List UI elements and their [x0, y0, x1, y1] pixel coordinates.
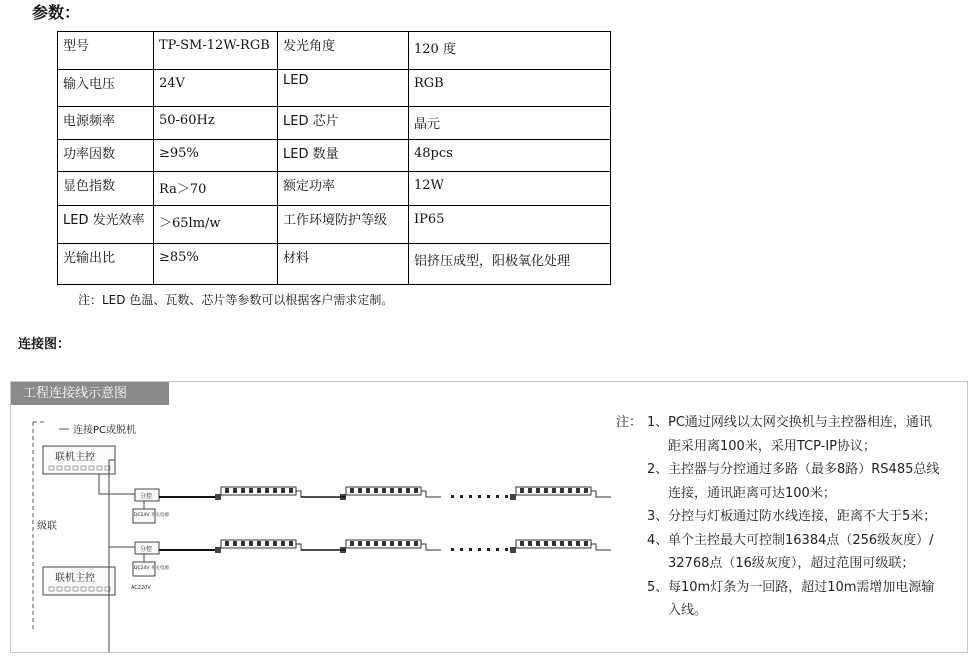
wiring-note: [616, 505, 966, 529]
param-label: 发光角度: [278, 32, 409, 70]
splitter-label: 分控: [140, 493, 153, 500]
led-chip: [249, 541, 253, 546]
param-label: 电源频率: [58, 107, 154, 140]
master-port: [81, 466, 86, 470]
led-chip: [265, 488, 269, 493]
note-line: 单个主控最大可控制16384点（256级灰度）/: [668, 532, 934, 548]
note-number: 5、: [647, 579, 669, 595]
led-chip: [225, 488, 229, 493]
led-chip: [265, 541, 269, 546]
master-port: [49, 466, 54, 470]
master-port: [65, 587, 70, 591]
psu-label: DC24V 开关电源: [134, 566, 169, 571]
led-chip: [281, 541, 285, 546]
note-line: 每10m灯条为一回路，超过10m需增加电源输: [668, 579, 935, 595]
splitter-label: 分控: [140, 546, 153, 553]
connection-title: 连接图：: [18, 337, 71, 352]
led-chip: [390, 488, 394, 493]
strip-connector: [296, 491, 316, 497]
continuation-dot: [505, 495, 508, 498]
param-label: 显色指数: [58, 172, 154, 206]
param-label: LED 芯片: [278, 107, 409, 140]
note-line: 距采用离100米，采用TCP-IP协议；: [668, 438, 876, 454]
led-chip: [366, 541, 370, 546]
wiring-note: [616, 411, 966, 458]
led-chip: [528, 488, 532, 493]
note-number: 3、: [647, 509, 669, 524]
note-number: 1、: [647, 415, 669, 430]
led-chip: [382, 488, 386, 493]
led-chip: [289, 488, 293, 493]
wiring-note: [616, 458, 966, 505]
param-label: LED 数量: [278, 140, 409, 172]
table-row: [58, 206, 611, 244]
param-label: 功率因数: [58, 140, 154, 172]
led-chip: [520, 488, 524, 493]
led-chip: [552, 541, 556, 546]
wiring-note: [616, 576, 966, 623]
led-chip: [560, 488, 564, 493]
continuation-dot: [469, 495, 472, 498]
diagram-tab-title: 工程连接线示意图: [11, 382, 169, 405]
param-label: 材料: [278, 244, 409, 285]
led-chip: [358, 541, 362, 546]
led-chip: [414, 488, 418, 493]
led-chip: [249, 488, 253, 493]
note-line: 连接，通讯距离可达100米；: [668, 485, 836, 501]
param-value: 50-60Hz: [154, 107, 278, 140]
led-chip: [414, 541, 418, 546]
strip-connector: [296, 544, 316, 550]
master-port: [89, 466, 94, 470]
led-chip: [520, 541, 524, 546]
led-chip: [374, 541, 378, 546]
bus-line: [99, 474, 135, 494]
table-row: [58, 107, 611, 140]
led-chip: [289, 541, 293, 546]
param-label: 光输出比: [58, 244, 154, 285]
note-line: 主控器与分控通过多路（最多8路）RS485总线: [668, 462, 940, 477]
table-row: [58, 140, 611, 172]
psu-label: DC24V 开关电源: [134, 513, 169, 518]
led-chip: [560, 541, 564, 546]
master-controller-label: 联机主控: [55, 573, 95, 584]
continuation-dot: [451, 495, 454, 498]
led-chip: [382, 541, 386, 546]
table-row: [58, 244, 611, 285]
strip-connector: [421, 544, 441, 550]
continuation-dot: [460, 548, 463, 551]
continuation-dot: [496, 495, 499, 498]
strip-plug: [510, 494, 516, 500]
parameters-table: [57, 31, 611, 285]
param-value: 48pcs: [409, 140, 611, 172]
led-chip: [406, 488, 410, 493]
led-chip: [366, 488, 370, 493]
strip-plug: [215, 494, 221, 500]
wiring-diagram: [10, 381, 968, 653]
param-value: 120 度: [409, 32, 611, 70]
ac-label: AC220V: [131, 585, 151, 591]
param-value: 24V: [154, 70, 278, 107]
note-number: 4、: [647, 532, 669, 548]
led-chip: [233, 541, 237, 546]
led-chip: [241, 488, 245, 493]
continuation-dot: [460, 495, 463, 498]
strip-plug: [215, 547, 221, 553]
strip-connector: [591, 544, 611, 550]
led-chip: [358, 488, 362, 493]
param-value: 铝挤压成型，阳极氧化处理: [409, 244, 611, 285]
param-value: 12W: [409, 172, 611, 206]
master-port: [89, 587, 94, 591]
param-value: TP-SM-12W-RGB: [154, 32, 278, 70]
led-chip: [544, 541, 548, 546]
param-value: Ra＞70: [154, 172, 278, 206]
led-chip: [552, 488, 556, 493]
bus-line: [109, 460, 115, 652]
param-value: IP65: [409, 206, 611, 244]
led-chip: [576, 488, 580, 493]
param-label: LED 发光效率: [58, 206, 154, 244]
master-port: [73, 587, 78, 591]
master-port: [81, 587, 86, 591]
continuation-dot: [496, 548, 499, 551]
param-label: 型号: [58, 32, 154, 70]
parameters-title: 参数：: [32, 3, 81, 22]
led-chip: [273, 541, 277, 546]
master-port: [49, 587, 54, 591]
param-value: RGB: [409, 70, 611, 107]
led-chip: [225, 541, 229, 546]
led-chip: [398, 541, 402, 546]
param-value: ＞65lm/w: [154, 206, 278, 244]
param-value: ≥95%: [154, 140, 278, 172]
param-label: LED: [278, 70, 409, 107]
led-chip: [536, 488, 540, 493]
continuation-dot: [505, 548, 508, 551]
master-controller-label: 联机主控: [55, 452, 95, 463]
led-chip: [528, 541, 532, 546]
strip-connector: [421, 491, 441, 497]
pc-label: 连接PC或脱机: [73, 425, 137, 436]
led-chip: [257, 488, 261, 493]
continuation-dot: [487, 548, 490, 551]
continuation-dot: [487, 495, 490, 498]
table-row: [58, 32, 611, 70]
master-port: [65, 466, 70, 470]
led-chip: [398, 488, 402, 493]
note-line: 入线。: [668, 603, 708, 618]
table-row: [58, 70, 611, 107]
master-port: [57, 466, 62, 470]
param-label: 输入电压: [58, 70, 154, 107]
note-number: 2、: [647, 462, 669, 477]
param-value: 晶元: [409, 107, 611, 140]
note-line: 分控与灯板通过防水线连接，距离不大于5米；: [668, 509, 937, 524]
continuation-dot: [469, 548, 472, 551]
continuation-dot: [451, 548, 454, 551]
led-chip: [350, 541, 354, 546]
led-chip: [584, 541, 588, 546]
master-port: [73, 466, 78, 470]
led-chip: [390, 541, 394, 546]
param-label: 工作环境防护等级: [278, 206, 409, 244]
table-row: [58, 172, 611, 206]
continuation-dot: [478, 495, 481, 498]
led-chip: [568, 488, 572, 493]
cascade-label: 级联: [37, 521, 57, 532]
strip-connector: [591, 491, 611, 497]
notes-prefix: 注：: [616, 415, 643, 430]
param-label: 额定功率: [278, 172, 409, 206]
param-value: ≥85%: [154, 244, 278, 285]
led-chip: [544, 488, 548, 493]
led-chip: [273, 488, 277, 493]
master-port: [97, 587, 102, 591]
led-chip: [536, 541, 540, 546]
note-line: PC通过网线以太网交换机与主控器相连，通讯: [668, 415, 932, 430]
wiring-notes: [616, 411, 966, 623]
led-chip: [233, 488, 237, 493]
led-chip: [350, 488, 354, 493]
wiring-note: [616, 529, 966, 576]
led-chip: [257, 541, 261, 546]
customization-note: 注：LED 色温、瓦数、芯片等参数可以根据客户需求定制。: [78, 293, 394, 307]
led-chip: [281, 488, 285, 493]
strip-plug: [510, 547, 516, 553]
continuation-dot: [478, 548, 481, 551]
led-chip: [406, 541, 410, 546]
led-chip: [374, 488, 378, 493]
led-chip: [584, 488, 588, 493]
led-chip: [576, 541, 580, 546]
note-line: 32768点（16级灰度），超过范围可级联；: [668, 556, 915, 571]
master-port: [57, 587, 62, 591]
led-chip: [568, 541, 572, 546]
master-port: [97, 466, 102, 470]
led-chip: [241, 541, 245, 546]
